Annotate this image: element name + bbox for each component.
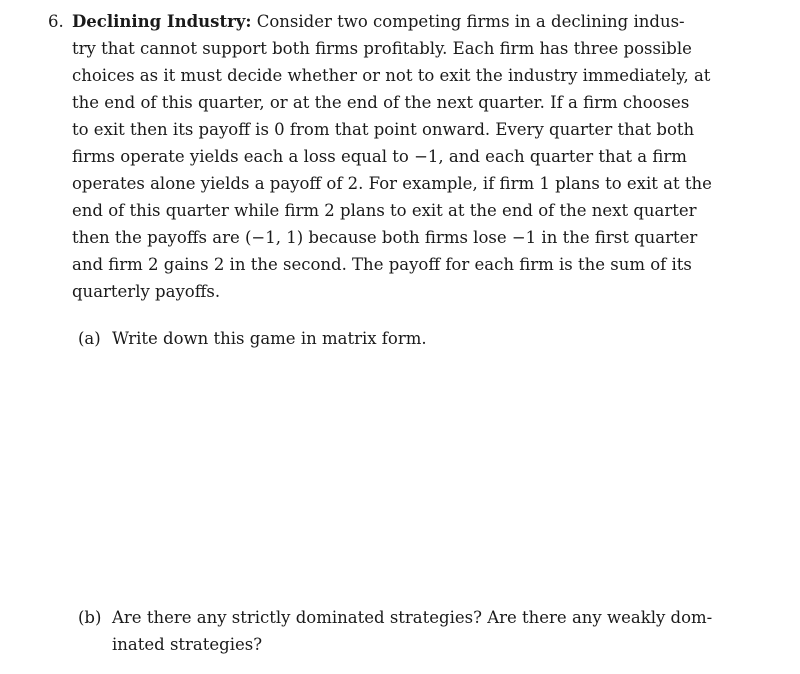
problem-line-6: firms operate yields each a loss equal to −1, and each quarter that a firm — [72, 147, 687, 166]
problem-line-8: end of this quarter while firm 2 plans to exit at the end of the next quarter — [72, 201, 697, 220]
problem-number: 6. — [48, 12, 64, 31]
part-a-text: Write down this game in matrix form. — [112, 329, 427, 348]
problem-line-7: operates alone yields a payoff of 2. For example, if firm 1 plans to exit at the — [72, 174, 712, 193]
problem-line-2: try that cannot support both firms profitably. Each firm has three possible — [72, 39, 692, 58]
part-a-label: (a) — [78, 329, 101, 348]
problem-line-11: quarterly payoffs. — [72, 282, 221, 301]
problem-line-5: to exit then its payoff is 0 from that point onward. Every quarter that both — [72, 120, 695, 139]
part-b-text-1: Are there any strictly dominated strategies? Are there any weakly dom- — [112, 608, 713, 627]
problem-line-4: the end of this quarter, or at the end of the next quarter. If a firm chooses — [72, 93, 690, 112]
problem-line-10: and firm 2 gains 2 in the second. The payoff for each firm is the sum of its — [72, 255, 692, 274]
problem-line-1 — [72, 8, 685, 35]
problem-title: Declining Industry: — [72, 12, 252, 31]
problem-line-9: then the payoffs are (−1, 1) because both firms lose −1 in the first quarter — [72, 228, 698, 247]
problem-text-1: Consider two competing firms in a declining indus- — [256, 12, 685, 31]
part-b-label: (b) — [78, 608, 102, 627]
part-b-text-2: inated strategies? — [112, 635, 263, 654]
problem-line-3: choices as it must decide whether or not to exit the industry immediately, at — [72, 66, 711, 85]
